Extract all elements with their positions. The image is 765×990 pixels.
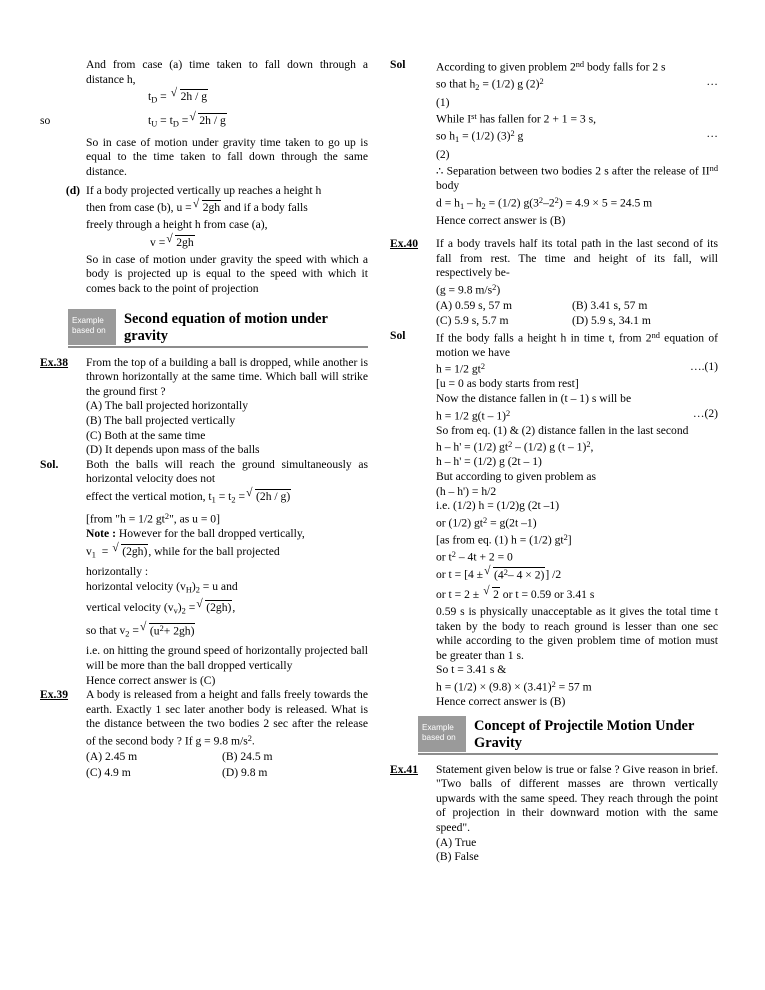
t1-subscript: 1 bbox=[211, 495, 216, 505]
v1-subscript: 1 bbox=[91, 550, 96, 560]
ex40-solution-block bbox=[390, 329, 718, 710]
item-d-line-b bbox=[86, 198, 368, 218]
sol-eq-mid: = t bbox=[218, 489, 232, 503]
bracket2-exponent: 2 bbox=[563, 532, 568, 542]
sol39-label: Sol bbox=[390, 58, 406, 71]
ex40-option-c: (C) 5.9 s, 5.7 m bbox=[436, 314, 509, 328]
ex38-note bbox=[86, 527, 368, 542]
ex40-given bbox=[436, 281, 718, 298]
eq3-b: – (1/2) g (t – 1) bbox=[512, 440, 587, 454]
eq10-b: or t = 0.59 or 3.41 s bbox=[502, 588, 595, 602]
ex38-block bbox=[40, 356, 368, 458]
ex40-eq-7 bbox=[436, 514, 718, 531]
eq8-exponent: 2 bbox=[451, 549, 456, 559]
radical-sign-icon: √ bbox=[166, 230, 173, 245]
td-equals: = bbox=[160, 90, 167, 104]
radicand: 2gh bbox=[202, 201, 221, 215]
radical-sign-icon: √ bbox=[192, 196, 200, 211]
ex41-body bbox=[436, 763, 718, 865]
h1-exponent: 2 bbox=[510, 129, 515, 139]
t2-subscript: 2 bbox=[231, 495, 236, 505]
ex40-block bbox=[390, 237, 718, 329]
ex38-option-d: (D) It depends upon mass of the balls bbox=[86, 443, 260, 457]
ex39-label: Ex.39 bbox=[40, 688, 69, 702]
ex40-line-but: But according to given problem as bbox=[436, 469, 597, 483]
eq10-a: or t = 2 ± bbox=[436, 588, 480, 602]
ex39-question-exponent: 2 bbox=[247, 734, 252, 744]
hv-sub-h: H bbox=[185, 585, 192, 595]
equation-v bbox=[86, 230, 368, 253]
v1-symbol: v bbox=[86, 544, 92, 558]
eq2-exponent: 2 bbox=[505, 408, 511, 418]
intro-line-1: And from case (a) time taken to fall down through a distance h, bbox=[86, 58, 368, 86]
radicand: 2gh bbox=[176, 235, 194, 249]
radicand: (2gh) bbox=[206, 600, 232, 614]
given-a: (g = 9.8 m/s bbox=[436, 283, 493, 297]
ex39-option-d: (D) 9.8 m bbox=[222, 765, 268, 779]
h1-subscript: 1 bbox=[455, 135, 460, 145]
radical-sign-icon: √ bbox=[139, 619, 147, 634]
d-exp2: 2 bbox=[554, 195, 559, 205]
sol39-line-1 bbox=[436, 58, 718, 75]
td-symbol: t bbox=[148, 90, 152, 104]
hv-text-b: ) bbox=[191, 579, 196, 593]
d-exp1: 2 bbox=[538, 195, 544, 205]
radical-sign-icon: √ bbox=[170, 85, 178, 100]
example-section-title: Second equation of motion under gravity bbox=[124, 310, 328, 344]
radicand: 2h / g bbox=[199, 113, 226, 127]
ex38-sol-text-1: Both the balls will reach the ground simultaneously as horizontal velocity does not bbox=[86, 457, 368, 486]
given-exponent: 2 bbox=[492, 282, 497, 292]
tu-subscript: U bbox=[151, 118, 158, 128]
h-line-a: h = (1/2) × (9.8) × (3.41) bbox=[436, 680, 552, 694]
item-d-text-b2: and if a body falls bbox=[224, 201, 308, 215]
eq3-a: h – h' = (1/2) gt bbox=[436, 440, 509, 454]
ex39-question bbox=[86, 688, 368, 749]
v2-line bbox=[86, 621, 368, 644]
ex40-eq-1 bbox=[436, 360, 718, 377]
ex39-option-row-2 bbox=[86, 765, 368, 780]
sqrt-2gh-vv bbox=[196, 595, 232, 618]
sqrt-2h-over-g-2 bbox=[189, 108, 226, 131]
eq2-dots: … bbox=[706, 127, 718, 141]
disc-a: (4 bbox=[494, 568, 504, 582]
d-rhs-a: = (1/2) g(3 bbox=[485, 196, 539, 210]
sol39-line1-a: According to given problem 2 bbox=[436, 60, 576, 74]
ex40-eq-6: i.e. (1/2) h = (1/2)g (2t –1) bbox=[436, 499, 560, 513]
separation-tail: body bbox=[436, 179, 460, 193]
ex39-option-row-1 bbox=[86, 749, 368, 764]
example-based-on-badge bbox=[68, 309, 116, 345]
example-based-on-badge bbox=[418, 716, 466, 752]
ex38-sol-bracket bbox=[86, 510, 368, 527]
v2-subscript: 2 bbox=[125, 629, 130, 639]
sqrt-two bbox=[483, 585, 500, 605]
sqrt-2gh-2 bbox=[166, 230, 194, 253]
ex38-question: From the top of a building a ball is dropped, while another is thrown horizontally at the same time. Which ball will strike the ground first ? bbox=[86, 355, 368, 398]
item-d-text-c: freely through a height h from case (a), bbox=[86, 218, 268, 232]
first-body-tail: has fallen for 2 + 1 = 3 s, bbox=[476, 112, 597, 126]
ex40-answer: Hence correct answer is (B) bbox=[436, 695, 566, 709]
radicand bbox=[493, 567, 545, 582]
disc-b: – 4 × 2) bbox=[507, 568, 545, 582]
ex38-answer: Hence correct answer is (C) bbox=[86, 673, 216, 687]
eq9-b: ] /2 bbox=[545, 568, 562, 582]
note-eq-tail: , while for the ball projected bbox=[148, 544, 280, 558]
ex41-question: Statement given below is true or false ? Give reason in brief. "Two balls of different masses are thrown vertically upwards with the same speed. They reach through the point of projection in their downward motion with the same speed". bbox=[436, 762, 718, 835]
sqrt-u2-2gh bbox=[140, 621, 196, 641]
h2-subscript: 2 bbox=[475, 82, 480, 92]
bracket-exponent: 2 bbox=[164, 512, 170, 522]
sol-line1-sup: nd bbox=[651, 330, 660, 340]
ex39-question-a: A body is released from a height and falls freely towards the earth. Exactly 1 sec later another body is released. What is the distance between the two bodies 2 sec after the release of the second body ? If g = 9.8 m/s bbox=[86, 688, 368, 748]
example-section-title: Concept of Projectile Motion Under Gravity bbox=[474, 717, 695, 751]
ex40-eq-2 bbox=[436, 407, 718, 424]
ex40-eq-8 bbox=[436, 548, 718, 565]
v2-text-a: so that v bbox=[86, 624, 126, 638]
ex38-option-b: (B) The ball projected vertically bbox=[86, 413, 236, 427]
item-d-text-d: So in case of motion under gravity the speed with which a body is projected up is equal to the speed with which it comes back to the point of projection bbox=[86, 252, 368, 295]
ex40-option-b: (B) 3.41 s, 57 m bbox=[572, 298, 648, 312]
sol39-line1-b: body falls for 2 s bbox=[584, 60, 666, 74]
ex40-eq-4: h – h' = (1/2) g (2t – 1) bbox=[436, 455, 542, 469]
sol-line1-a: If the body falls a height h in time t, from 2 bbox=[436, 331, 652, 345]
ex38-sol-equation bbox=[86, 484, 368, 510]
intro-line-2: So in case of motion under gravity time taken to go up is equal to the time taken to fall down through the same distance. bbox=[86, 135, 368, 179]
d-sub1: 1 bbox=[459, 201, 465, 211]
radical-sign-icon: √ bbox=[196, 595, 203, 610]
d-mid: – h bbox=[464, 196, 482, 210]
example-based-on-header-2 bbox=[418, 716, 718, 752]
ex40-sol-label: Sol bbox=[390, 328, 406, 342]
ex40-option-d: (D) 5.9 s, 34.1 m bbox=[572, 314, 651, 328]
eq3-exp1: 2 bbox=[508, 440, 513, 450]
eq3-c: , bbox=[590, 440, 594, 454]
sol-line1-b: equation of motion we have bbox=[436, 331, 718, 359]
bracket2-a: [as from eq. (1) h = (1/2) gt bbox=[436, 533, 564, 547]
h2-exponent: 2 bbox=[539, 77, 544, 87]
radicand: (2h / g) bbox=[256, 489, 291, 503]
item-d-body bbox=[86, 184, 368, 297]
ex40-line-from-eq: So from eq. (1) & (2) distance fallen in the last second bbox=[436, 423, 689, 437]
ex39-option-c: (C) 4.9 m bbox=[86, 765, 131, 779]
ex38-option-a: (A) The ball projected horizontally bbox=[86, 399, 249, 413]
radicand bbox=[149, 623, 196, 638]
radical-sign-icon: √ bbox=[483, 583, 490, 598]
v2-equals: = bbox=[132, 624, 139, 638]
equation-tu bbox=[40, 108, 368, 134]
badge-line-2: based on bbox=[72, 325, 106, 335]
td-subscript-2: D bbox=[172, 118, 179, 128]
vv-sub-2: 2 bbox=[181, 606, 186, 616]
ex40-question: If a body travels half its total path in the last second of its fall from rest. The time and height of its fall, will respectively be- bbox=[436, 236, 718, 280]
sol39-eq1-number: (1) bbox=[436, 95, 450, 109]
ex39-option-a: (A) 2.45 m bbox=[86, 750, 138, 764]
sol-eq-lhs: effect the vertical motion, t bbox=[86, 489, 212, 503]
eq2-tag: …(2) bbox=[692, 406, 718, 420]
bracket-end: ", as u = 0] bbox=[169, 512, 220, 526]
ex39-block bbox=[40, 688, 368, 780]
ex39-question-b: . bbox=[251, 734, 255, 748]
two-column-layout bbox=[0, 58, 765, 865]
sol39-line-4 bbox=[436, 110, 718, 127]
eq2-lhs: h = 1/2 g(t – 1) bbox=[436, 409, 506, 423]
ex40-bracket-1: [u = 0 as body starts from rest] bbox=[436, 377, 579, 391]
ex40-option-a: (A) 0.59 s, 57 m bbox=[436, 298, 512, 312]
note-label: Note : bbox=[86, 527, 116, 541]
horizontal-velocity-line bbox=[86, 580, 368, 598]
tu-equals-td: = t bbox=[160, 113, 173, 127]
equation-td bbox=[40, 87, 368, 110]
ex40-body bbox=[436, 237, 718, 329]
ex40-eq-3 bbox=[436, 438, 718, 455]
badge-line-1: Example bbox=[72, 315, 104, 325]
ex38-label: Ex.38 bbox=[40, 355, 69, 369]
vv-text-a: vertical velocity (v bbox=[86, 600, 174, 614]
sqrt-2gh bbox=[193, 198, 221, 218]
item-d-block bbox=[40, 184, 368, 297]
ex40-sol-line-1 bbox=[436, 329, 718, 361]
radicand: 2 bbox=[493, 588, 499, 602]
eq9-a: or t = [4 ± bbox=[436, 568, 484, 582]
hv-text-a: horizontal velocity (v bbox=[86, 579, 186, 593]
ex40-eq-9 bbox=[436, 565, 718, 585]
item-d-label: (d) bbox=[65, 183, 80, 197]
ex40-eq-5: (h – h') = h/2 bbox=[436, 484, 497, 498]
ex41-block bbox=[390, 763, 718, 865]
vv-sub-v: v bbox=[173, 606, 178, 616]
td-subscript: D bbox=[151, 95, 158, 105]
ex40-bracket-2 bbox=[436, 531, 718, 548]
ex40-label: Ex.40 bbox=[390, 236, 419, 250]
radicand-exponent: 2 bbox=[159, 623, 164, 633]
eq3-exp2: 2 bbox=[586, 440, 591, 450]
ex38-sol-body bbox=[86, 458, 368, 688]
ex38-solution-block bbox=[40, 458, 368, 688]
radicand-a: (u bbox=[149, 624, 160, 638]
badge-line-1: Example bbox=[422, 722, 454, 732]
tu-symbol: t bbox=[148, 113, 152, 127]
d-result: ) = 4.9 × 5 = 24.5 m bbox=[558, 196, 653, 210]
eq7-b: = g(2t –1) bbox=[487, 516, 537, 530]
radical-sign-icon: √ bbox=[112, 539, 119, 554]
sqrt-discriminant bbox=[484, 565, 545, 585]
eq8-a: or t bbox=[436, 550, 452, 564]
vertical-velocity-line bbox=[86, 595, 368, 621]
radical-sign-icon: √ bbox=[246, 484, 253, 499]
right-column bbox=[390, 58, 718, 865]
ex38-sol-label: Sol. bbox=[40, 457, 59, 471]
tu-equals: = bbox=[181, 113, 189, 127]
eq1-exponent: 2 bbox=[480, 362, 486, 372]
item-d-text-b1: then from case (b), u = bbox=[86, 201, 192, 215]
note-text: However for the ball dropped vertically, bbox=[118, 527, 305, 541]
second-ordinal: nd bbox=[709, 164, 718, 174]
h2-text: so that h bbox=[436, 77, 476, 91]
so-label: so bbox=[40, 113, 51, 127]
ex40-sol-body bbox=[436, 329, 718, 710]
ex40-option-row-1 bbox=[436, 298, 718, 313]
eq7-exponent: 2 bbox=[483, 515, 488, 525]
v-lhs: v = bbox=[150, 235, 166, 249]
ex40-h-line bbox=[436, 678, 718, 695]
radicand: (2gh) bbox=[122, 544, 148, 558]
ex40-line-fallen: Now the distance fallen in (t – 1) s will be bbox=[436, 391, 632, 405]
sol39-eq2-number: (2) bbox=[436, 147, 450, 161]
sqrt-2gh-paren bbox=[112, 539, 148, 562]
sol39-line1-sup: nd bbox=[575, 60, 585, 69]
sol39-line-5 bbox=[436, 127, 718, 147]
radicand-b: + 2gh) bbox=[163, 624, 195, 638]
ex40-so-line: So t = 3.41 s & bbox=[436, 663, 507, 677]
d-rhs-b: –2 bbox=[543, 196, 555, 210]
h1-tail: g bbox=[514, 129, 524, 143]
ex40-eq-10 bbox=[436, 585, 718, 605]
example-based-on-header-1 bbox=[68, 309, 368, 345]
bracket-start: [from "h = 1/2 gt bbox=[86, 512, 165, 526]
d-lhs: d = h bbox=[436, 196, 460, 210]
ex38-conclusion: i.e. on hitting the ground speed of horizontally projected ball will be more than the ball dropped vertically bbox=[86, 644, 368, 673]
sol39-block bbox=[390, 58, 718, 229]
h2-rhs: = (1/2) g (2) bbox=[479, 77, 540, 91]
left-column bbox=[40, 58, 368, 865]
vv-text-b: ) bbox=[177, 600, 182, 614]
hv-sub-2: 2 bbox=[195, 585, 200, 595]
vv-equals: = bbox=[188, 600, 196, 614]
sol39-line-7 bbox=[436, 162, 718, 194]
ex38-body bbox=[86, 356, 368, 458]
sol39-line-8 bbox=[436, 194, 718, 214]
first-ordinal: st bbox=[471, 112, 477, 122]
v1-equals: = bbox=[101, 544, 109, 558]
tu-expression bbox=[148, 108, 227, 134]
note-tail-2: horizontally : bbox=[86, 565, 149, 579]
d-sub2: 2 bbox=[481, 201, 486, 211]
separation-text: ∴ Separation between two bodies 2 s after the release of II bbox=[436, 164, 710, 178]
given-b: ) bbox=[496, 283, 501, 297]
ex40-explanation: 0.59 s is physically unacceptable as it gives the total time t taken by the body to reach ground is lesser than one sec while according to the given problem time of motion must be greater than 1 s. bbox=[436, 605, 718, 662]
badge-line-2: based on bbox=[422, 732, 456, 742]
ex39-body bbox=[86, 688, 368, 780]
eq1-dots: … bbox=[706, 75, 718, 89]
first-body-text: While I bbox=[436, 112, 472, 126]
ex38-option-c: (C) Both at the same time bbox=[86, 428, 206, 442]
item-d-text-a: If a body projected vertically up reaches a height h bbox=[86, 183, 322, 197]
eq7-a: or (1/2) gt bbox=[436, 516, 484, 530]
h-line-exponent: 2 bbox=[551, 679, 556, 689]
ex39-option-b: (B) 24.5 m bbox=[222, 750, 273, 764]
sol39-line-2 bbox=[436, 75, 718, 95]
sqrt-2h-over-g bbox=[171, 87, 208, 107]
ex40-option-row-2 bbox=[436, 313, 718, 328]
eq1-tag: ….(1) bbox=[689, 360, 718, 374]
vv-tail: , bbox=[232, 600, 236, 614]
ex41-option-b: (B) False bbox=[436, 850, 479, 864]
eq1-lhs: h = 1/2 gt bbox=[436, 362, 481, 376]
h1-rhs: = (1/2) (3) bbox=[459, 129, 511, 143]
ex38-note-equation bbox=[86, 539, 368, 565]
h-line-b: = 57 m bbox=[555, 680, 592, 694]
disc-exponent: 2 bbox=[503, 567, 508, 577]
radicand: 2h / g bbox=[180, 90, 208, 104]
sqrt-2h-g-paren bbox=[246, 484, 291, 507]
sol39-body bbox=[436, 58, 718, 229]
ex41-label: Ex.41 bbox=[390, 762, 419, 776]
h1-text: so h bbox=[436, 129, 456, 143]
sol39-answer: Hence correct answer is (B) bbox=[436, 214, 566, 228]
bracket2-b: ] bbox=[567, 533, 572, 547]
hv-text-c: = u and bbox=[202, 579, 238, 593]
sol-eq-equals: = bbox=[238, 489, 246, 503]
radical-sign-icon: √ bbox=[484, 563, 491, 578]
ex41-option-a: (A) True bbox=[436, 835, 477, 849]
radical-sign-icon: √ bbox=[189, 108, 196, 123]
eq8-b: – 4t + 2 = 0 bbox=[455, 550, 513, 564]
